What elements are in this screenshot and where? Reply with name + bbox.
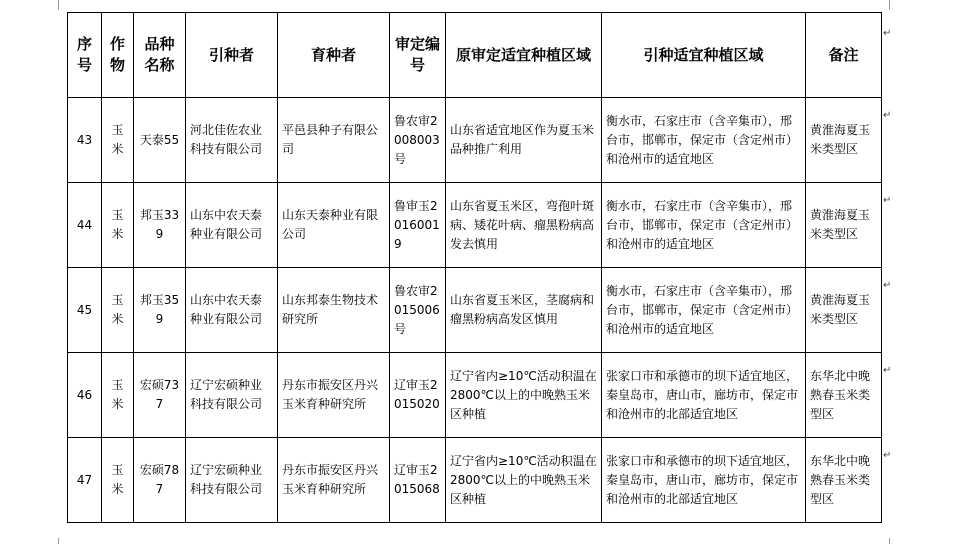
header-intro-area: 引种适宜种植区域 bbox=[602, 13, 806, 98]
cell-breeder: 平邑县种子有限公司 bbox=[278, 98, 390, 183]
table-row bbox=[68, 183, 882, 268]
cell-intro-area: 衡水市，石家庄市（含辛集市），邢台市，邯郸市，保定市（含定州市）和沧州市的适宜地区 bbox=[602, 183, 806, 268]
table-header-row bbox=[68, 13, 882, 98]
paragraph-return-mark: ↵ bbox=[883, 450, 892, 461]
cell-breeder: 山东邦泰生物技术研究所 bbox=[278, 268, 390, 353]
cell-original-area: 山东省适宜地区作为夏玉米品种推广利用 bbox=[446, 98, 602, 183]
header-code: 审定编号 bbox=[390, 13, 446, 98]
cell-original-area: 山东省夏玉米区，弯孢叶斑病、矮花叶病、瘤黑粉病高发去慎用 bbox=[446, 183, 602, 268]
cell-crop: 玉米 bbox=[102, 98, 134, 183]
paragraph-return-mark: ↵ bbox=[883, 280, 892, 291]
cell-crop: 玉米 bbox=[102, 268, 134, 353]
cell-intro-area: 张家口市和承德市的坝下适宜地区，秦皇岛市，唐山市，廊坊市，保定市和沧州市的北部适宜地区 bbox=[602, 438, 806, 523]
cell-no: 44 bbox=[68, 183, 102, 268]
cell-no: 46 bbox=[68, 353, 102, 438]
cell-breeder: 丹东市振安区丹兴玉米育种研究所 bbox=[278, 353, 390, 438]
cell-no: 47 bbox=[68, 438, 102, 523]
cell-intro-area: 张家口市和承德市的坝下适宜地区，秦皇岛市，唐山市，廊坊市，保定市和沧州市的北部适宜地区 bbox=[602, 353, 806, 438]
cell-introducer: 辽宁宏硕种业科技有限公司 bbox=[186, 438, 278, 523]
cell-breeder: 山东天泰种业有限公司 bbox=[278, 183, 390, 268]
cell-introducer: 辽宁宏硕种业科技有限公司 bbox=[186, 353, 278, 438]
variety-table bbox=[67, 12, 882, 523]
cell-code: 鲁农审2015006号 bbox=[390, 268, 446, 353]
cell-code: 辽审玉2015068 bbox=[390, 438, 446, 523]
cell-introducer: 山东中农天泰种业有限公司 bbox=[186, 268, 278, 353]
cell-crop: 玉米 bbox=[102, 438, 134, 523]
cell-variety: 宏硕787 bbox=[134, 438, 186, 523]
cell-variety: 天泰55 bbox=[134, 98, 186, 183]
cell-note: 黄淮海夏玉米类型区 bbox=[806, 183, 882, 268]
cell-note: 东华北中晚熟春玉米类型区 bbox=[806, 353, 882, 438]
cell-no: 45 bbox=[68, 268, 102, 353]
cell-code: 鲁农审2008003号 bbox=[390, 98, 446, 183]
header-no: 序号 bbox=[68, 13, 102, 98]
cell-variety: 邦玉359 bbox=[134, 268, 186, 353]
cell-original-area: 辽宁省内≥10℃活动积温在2800℃以上的中晚熟玉米区种植 bbox=[446, 353, 602, 438]
cell-crop: 玉米 bbox=[102, 353, 134, 438]
cell-code: 鲁审玉20160019 bbox=[390, 183, 446, 268]
cell-code: 辽审玉2015020 bbox=[390, 353, 446, 438]
cell-variety: 邦玉339 bbox=[134, 183, 186, 268]
paragraph-return-mark: ↵ bbox=[883, 365, 892, 376]
header-note: 备注 bbox=[806, 13, 882, 98]
cell-intro-area: 衡水市，石家庄市（含辛集市），邢台市，邯郸市，保定市（含定州市）和沧州市的适宜地区 bbox=[602, 98, 806, 183]
page-corner-mark bbox=[58, 0, 59, 10]
header-variety: 品种名称 bbox=[134, 13, 186, 98]
cell-intro-area: 衡水市，石家庄市（含辛集市），邢台市，邯郸市，保定市（含定州市）和沧州市的适宜地区 bbox=[602, 268, 806, 353]
header-crop: 作物 bbox=[102, 13, 134, 98]
cell-original-area: 山东省夏玉米区，茎腐病和瘤黑粉病高发区慎用 bbox=[446, 268, 602, 353]
header-original-area: 原审定适宜种植区域 bbox=[446, 13, 602, 98]
page-corner-mark bbox=[889, 538, 890, 544]
header-introducer: 引种者 bbox=[186, 13, 278, 98]
cell-introducer: 河北佳佐农业科技有限公司 bbox=[186, 98, 278, 183]
cell-note: 黄淮海夏玉米类型区 bbox=[806, 98, 882, 183]
header-breeder: 育种者 bbox=[278, 13, 390, 98]
table-row bbox=[68, 98, 882, 183]
paragraph-return-mark: ↵ bbox=[883, 28, 892, 39]
cell-note: 东华北中晚熟春玉米类型区 bbox=[806, 438, 882, 523]
page-corner-mark bbox=[58, 538, 59, 544]
cell-original-area: 辽宁省内≥10℃活动积温在2800℃以上的中晚熟玉米区种植 bbox=[446, 438, 602, 523]
page-corner-mark bbox=[889, 0, 890, 10]
cell-breeder: 丹东市振安区丹兴玉米育种研究所 bbox=[278, 438, 390, 523]
paragraph-return-mark: ↵ bbox=[883, 110, 892, 121]
table-row bbox=[68, 438, 882, 523]
cell-crop: 玉米 bbox=[102, 183, 134, 268]
paragraph-return-mark: ↵ bbox=[883, 195, 892, 206]
cell-note: 黄淮海夏玉米类型区 bbox=[806, 268, 882, 353]
cell-introducer: 山东中农天泰种业有限公司 bbox=[186, 183, 278, 268]
table-row bbox=[68, 353, 882, 438]
cell-variety: 宏硕737 bbox=[134, 353, 186, 438]
table-row bbox=[68, 268, 882, 353]
cell-no: 43 bbox=[68, 98, 102, 183]
